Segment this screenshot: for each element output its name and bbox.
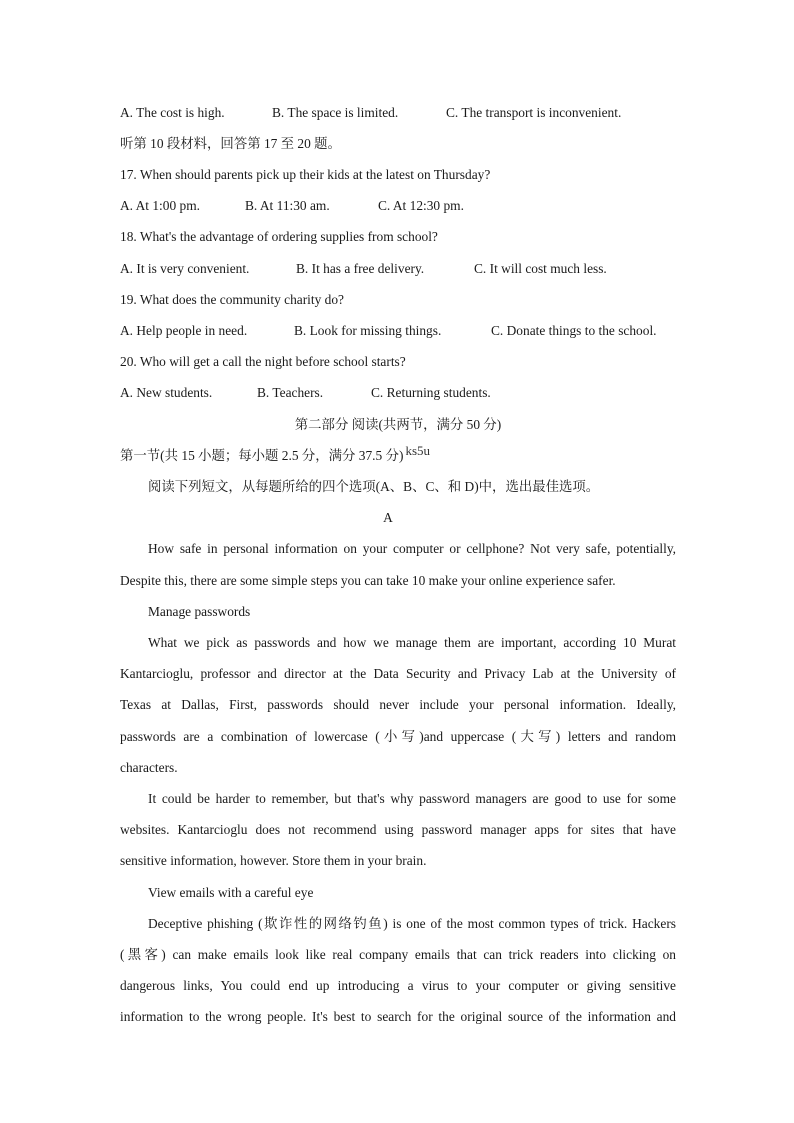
q16-option-c: C. The transport is inconvenient. xyxy=(446,105,622,120)
q16-option-b: B. The space is limited. xyxy=(272,105,399,120)
watermark: ks5u xyxy=(405,443,430,458)
passage-line: How safe in personal information on your computer or cellphone? Not very safe, potentially, xyxy=(148,541,676,556)
q20-option-c: C. Returning students. xyxy=(371,385,491,400)
passage-line: Texas at Dallas, First, passwords should never include your personal information. Ideally, xyxy=(120,697,676,712)
q19-option-a: A. Help people in need. xyxy=(120,323,248,338)
q20-option-b: B. Teachers. xyxy=(257,385,324,400)
passage-line: characters. xyxy=(120,760,178,775)
q19-question: 19. What does the community charity do? xyxy=(120,292,344,307)
passage-line: It could be harder to remember, but that's why password managers are good to use for some xyxy=(148,791,676,806)
q17-option-a: A. At 1:00 pm. xyxy=(120,198,200,213)
q20-option-a: A. New students. xyxy=(120,385,213,400)
passage-line: websites. Kantarcioglu does not recommend using password manager apps for sites that have xyxy=(120,822,676,837)
passage-line: Despite this, there are some simple steps you can take 10 make your online experience safer. xyxy=(120,573,616,588)
passage-line: passwords are a combination of lowercase (小写)and uppercase (大写) letters and random xyxy=(120,729,676,744)
q20-question: 20. Who will get a call the night before school starts? xyxy=(120,354,406,369)
passage-line: sensitive information, however. Store them in your brain. xyxy=(120,853,427,868)
q18-option-c: C. It will cost much less. xyxy=(474,261,607,276)
q19-options xyxy=(120,322,676,340)
passage-line: dangerous links, You could end up introducing a virus to your computer or giving sensitive xyxy=(120,978,676,993)
q17-options xyxy=(120,197,676,215)
subheading-view-emails: View emails with a careful eye xyxy=(148,885,314,900)
q17-option-b: B. At 11:30 am. xyxy=(245,198,330,213)
section10-instruction: 听第 10 段材料，回答第 17 至 20 题。 xyxy=(120,136,341,151)
q18-options xyxy=(120,260,676,278)
passage-line: Kantarcioglu, professor and director at the Data Security and Privacy Lab at the University of xyxy=(120,666,676,681)
passage-line: What we pick as passwords and how we manage them are important, according 10 Murat xyxy=(148,635,676,650)
q18-option-b: B. It has a free delivery. xyxy=(296,261,425,276)
q17-question: 17. When should parents pick up their kids at the latest on Thursday? xyxy=(120,167,491,182)
passage-line: (黑客) can make emails look like real company emails that can trick readers into clicking on xyxy=(120,947,676,962)
section1-heading: 第一节(共 15 小题；每小题 2.5 分，满分 37.5 分) xyxy=(120,448,404,463)
q20-options xyxy=(120,384,676,402)
q17-option-c: C. At 12:30 pm. xyxy=(378,198,464,213)
reading-instruction: 阅读下列短文，从每题所给的四个选项(A、B、C、和 D)中，选出最佳选项。 xyxy=(148,479,600,494)
q16-options xyxy=(120,104,676,122)
q18-question: 18. What's the advantage of ordering supplies from school? xyxy=(120,229,438,244)
section1-heading-row xyxy=(120,443,676,465)
passage-line: Deceptive phishing (欺诈性的网络钓鱼) is one of the most common types of trick. Hackers xyxy=(148,916,676,931)
q18-option-a: A. It is very convenient. xyxy=(120,261,250,276)
q19-option-c: C. Donate things to the school. xyxy=(491,323,657,338)
subheading-manage-passwords: Manage passwords xyxy=(148,604,251,619)
q16-option-a: A. The cost is high. xyxy=(120,105,225,120)
passage-letter: A xyxy=(383,510,393,525)
part2-heading: 第二部分 阅读(共两节，满分 50 分) xyxy=(294,417,502,432)
passage-line: information to the wrong people. It's best to search for the original source of the information and xyxy=(120,1009,676,1024)
q19-option-b: B. Look for missing things. xyxy=(294,323,442,338)
